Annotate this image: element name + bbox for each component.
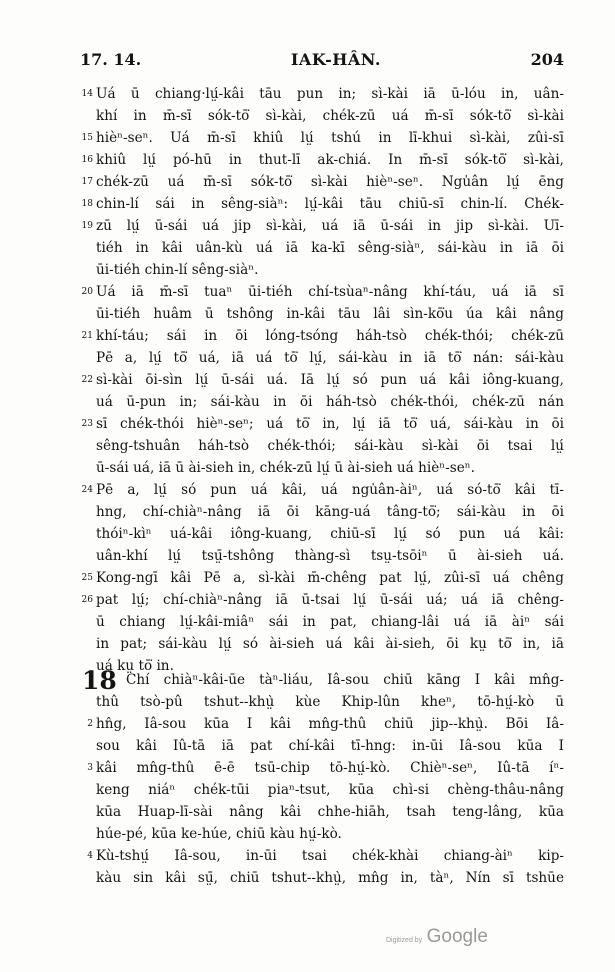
text-line (81, 325, 564, 347)
verse-number: 21 (81, 331, 93, 341)
text-line (81, 413, 564, 435)
text-line (96, 523, 564, 545)
line-text: kūa Huap-lī-sài nâng kâi chhe-hiāh, tsah teng-lâng, kūa (96, 804, 564, 820)
text-line (126, 669, 564, 691)
line-text: khí-táu; sái in ōi lóng-tsóng háh-tsò chék-thói; chék-zū (96, 328, 564, 344)
line-text: Chí chiàⁿ-kâi-ūe tàⁿ-liáu, Iâ-sou chiū kāng I kâi mn̂g- (126, 672, 564, 688)
line-text: Pē a, lṳ́ tō͘ uá, iā uá tō͘ lṳ́, sái-kàu in iā tō͘ nán: sái-kàu (96, 350, 564, 366)
line-text: sī chék-thói hièⁿ-seⁿ; uá tō͘ in, lṳ́ iā tō͘ uá, sái-kàu in ōi (96, 416, 564, 432)
line-text: Kù-tshṳ́ Iâ-sou, in-ūi tsai chék-khài chiang-àiⁿ kip- (96, 848, 564, 864)
text-line (81, 369, 564, 391)
verse-number: 16 (81, 155, 93, 165)
verse-number: 23 (81, 419, 93, 429)
text-line (81, 281, 564, 303)
line-text: Pē a, lṳ́ só pun uá kâi, uá ngu̍ân-àiⁿ, uá só-tō͘ kâi tī- (96, 482, 564, 498)
line-text: ū chiang lṳ́-kâi-miâⁿ sái in pat, chiang-lâi uá iā àiⁿ sái (96, 614, 564, 630)
text-line (96, 105, 564, 127)
line-text: uá kṳ tō͘ in. (96, 658, 174, 674)
verse-number: 2 (87, 719, 93, 729)
line-text: Uá iā m̄-sī tuaⁿ ūi-tiéh chí-tsùaⁿ-nâng khí-táu, uá iā sī (96, 284, 564, 300)
line-text: khiû lṳ́ pó-hū in thut-lī ak-chiá. In m̄-sī sók-tō͘ sì-kài, (96, 152, 564, 168)
verse-number: 22 (81, 375, 93, 385)
verse-number: 4 (87, 851, 93, 861)
line-text: sêng-tshuân háh-tsò chék-thói; sái-kàu sì-kài ōi tsai lṳ́ (96, 438, 564, 454)
text-line (81, 127, 564, 149)
line-text: ūi-tiéh huâm ū tshông in-kâi tāu lâi sìn-kō͘u úa kâi nâng (96, 306, 564, 322)
book-title: IAK-HÂN. (290, 50, 381, 69)
chapter-number: 18 (82, 666, 117, 695)
text-line (96, 391, 564, 413)
verse-number: 15 (81, 133, 93, 143)
text-line (96, 501, 564, 523)
text-line (96, 867, 564, 889)
text-line (96, 457, 564, 479)
text-line (96, 545, 564, 567)
text-line (96, 259, 564, 281)
verse-number: 25 (81, 573, 93, 583)
text-line (81, 83, 564, 105)
text-line (81, 171, 564, 193)
text-line (81, 567, 564, 589)
text-line (87, 845, 564, 867)
line-text: in pat; sái-kàu lṳ́ só ài-sieh uá kâi ài-sieh, ōi kṳ tō͘ in, iā (96, 636, 564, 652)
line-text: tiéh in kâi uân-kù uá iā ka-kī sêng-siàⁿ, sái-kàu in iā ōi (96, 240, 564, 256)
text-line (81, 479, 564, 501)
line-text: hng, chí-chiàⁿ-nâng iā ōi kāng-uá tâng-tō͘; sái-kàu in ōi (96, 504, 564, 520)
text-line (81, 215, 564, 237)
text-line (96, 237, 564, 259)
text-line (96, 303, 564, 325)
text-line (81, 589, 564, 611)
google-logo: Google (426, 926, 488, 947)
verse-number: 26 (81, 595, 93, 605)
text-line (96, 435, 564, 457)
line-text: uá ū-pun in; sái-kàu in ōi háh-tsò chék-thói, chék-zū nán (96, 394, 564, 410)
line-text: Kong-ngī kâi Pē a, sì-kài m̄-chêng pat lṳ́, zûi-sī uá chêng (96, 570, 564, 586)
line-text: hièⁿ-seⁿ. Uá m̄-sī khiû lṳ́ tshú in lī-khui sì-kài, zûi-sī (96, 130, 564, 146)
line-text: sì-kài ōi-sìn lṳ́ ū-sái uá. Iā lṳ́ só pun uá kâi iông-kuang, (96, 372, 564, 388)
verse-number: 24 (81, 485, 93, 495)
verse-number: 3 (87, 763, 93, 773)
line-text: zū lṳ́ ū-sái uá jip sì-kài, uá iā ū-sái in jip sì-kài. Uī- (96, 218, 564, 234)
text-line (96, 611, 564, 633)
text-line (81, 193, 564, 215)
chapter-verse-ref: 17. 14. (80, 50, 142, 69)
text-line (87, 713, 564, 735)
line-text: pat lṳ́; chí-chiàⁿ-nâng iā ū-tsai lṳ́ ū-sái uá; uá iā chêng- (96, 592, 564, 608)
verse-number: 14 (81, 89, 93, 99)
line-text: chék-zū uá m̄-sī sók-tō͘ sì-kài hièⁿ-seⁿ. Ngu̍ân lṳ́ ēng (96, 174, 564, 190)
line-text: hn̂g, Iâ-sou kūa I kâi mn̂g-thû chiū jip--khṳ̀. Bōi Iâ- (96, 716, 564, 732)
text-line (96, 823, 564, 845)
text-line (96, 347, 564, 369)
line-text: húe-pé, kūa ke-húe, chiū kàu hṳ́-kò. (96, 826, 342, 842)
verse-number: 20 (81, 287, 93, 297)
line-text: thóiⁿ-kìⁿ uá-kâi iông-kuang, chiū-sī lṳ́ só pun uá kâi: (96, 526, 564, 542)
line-text: uân-khí lṳ́ tsṳ̄-tshông thàng-sì tsṳ-tsōiⁿ ū ài-sieh uá. (96, 548, 564, 564)
text-line (96, 779, 564, 801)
line-text: kâi mn̂g-thû ē-ē tsū-chip tō-hṳ́-kò. Chièⁿ-seⁿ, Iû-tā íⁿ- (96, 760, 564, 776)
text-line (96, 633, 564, 655)
text-line (81, 149, 564, 171)
page-number: 204 (530, 50, 564, 69)
running-header (80, 50, 564, 74)
line-text: kàu sin kâi sṳ̄, chiū tshut--khṳ̀, mn̂g in, tàⁿ, Nín sī tshūe (96, 870, 564, 886)
line-text: keng niáⁿ chék-tūi piaⁿ-tsut, kūa chì-si chèng-thâu-nâng (96, 782, 564, 798)
verse-number: 19 (81, 221, 93, 231)
text-line (96, 735, 564, 757)
text-line (87, 757, 564, 779)
text-line (96, 691, 564, 713)
line-text: Uá ū chiang·lṳ́-kâi tāu pun in; sì-kài iā ū-lóu in, uân- (96, 86, 564, 102)
watermark (386, 926, 488, 948)
text-line (96, 801, 564, 823)
verse-number: 18 (81, 199, 93, 209)
line-text: khí in m̄-sī sók-tō͘ sì-kài, chék-zū uá m̄-sī sók-tō͘ sì-kài (96, 108, 564, 124)
line-text: ū-sái uá, iā ū ài-sieh in, chék-zū lṳ́ ū ài-sieh uá hièⁿ-seⁿ. (96, 460, 475, 476)
watermark-prefix: Digitized by (386, 937, 423, 944)
verse-number: 17 (81, 177, 93, 187)
line-text: sou kâi Iû-tā iā pat chí-kâi tī-hng: in-ūi Iâ-sou kūa I (96, 738, 564, 754)
line-text: thû tsò-pû tshut--khṳ̀ kùe Khip-lûn kheⁿ, tō-hṳ́-kò ū (96, 694, 564, 710)
line-text: ūi-tiéh chin-lí sêng-siàⁿ. (96, 262, 259, 278)
line-text: chin-lí sái in sêng-siàⁿ: lṳ́-kâi tāu chiū-sī chin-lí. Chék- (96, 196, 564, 212)
